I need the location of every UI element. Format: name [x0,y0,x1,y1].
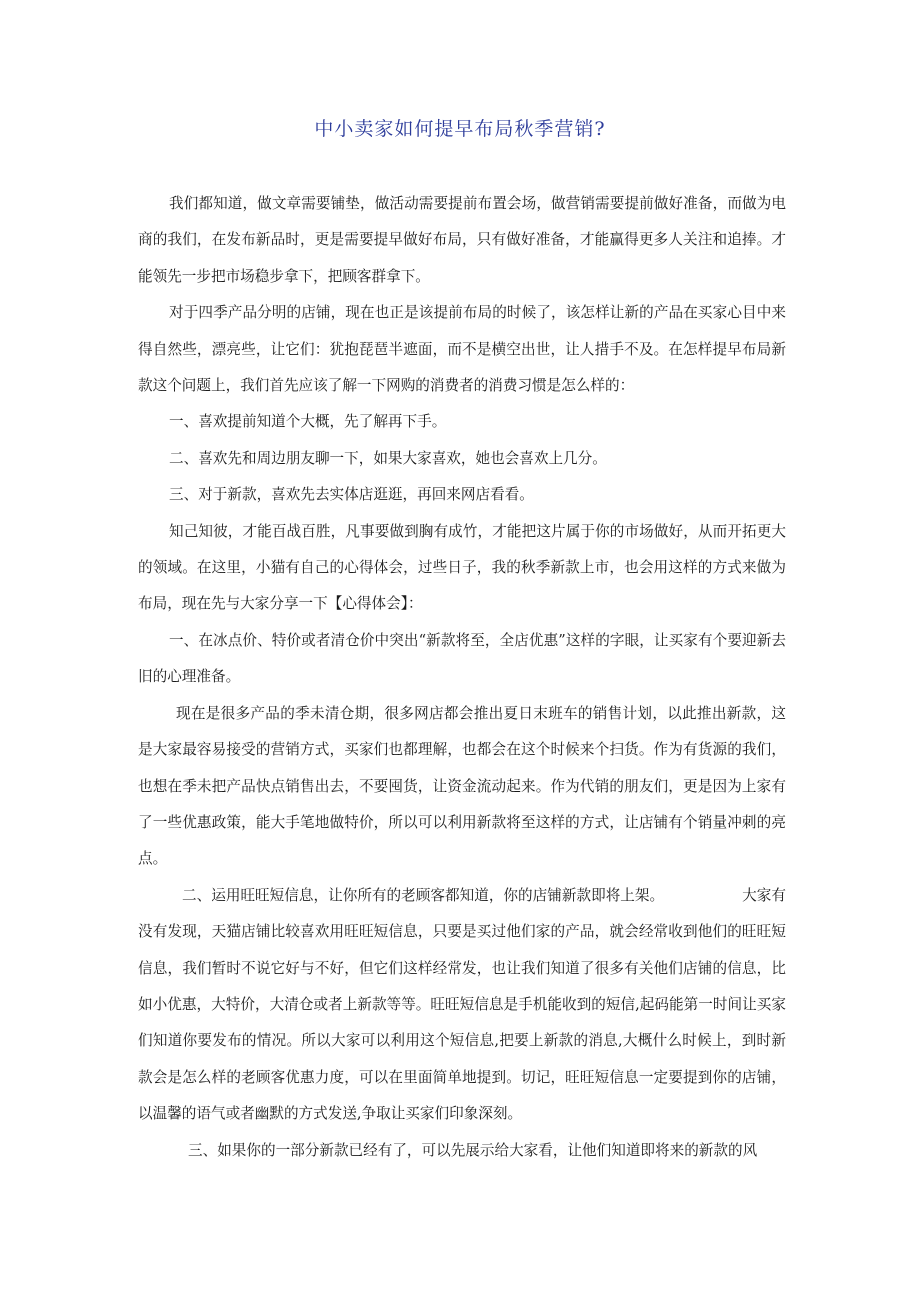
document-body [138,186,786,1169]
paragraph-seasonal-layout: 对于四季产品分明的店铺，现在也正是该提前布局的时候了，该怎样让新的产品在买家心目中来得自然些，漂亮些，让它们：犹抱琵琶半遮面，而不是横空出世，让人措手不及。在怎样提早布局新款这个问题上，我们首先应该了解一下网购的消费者的消费习惯是怎么样的： [138,304,786,395]
paragraph-tip-2 [138,878,786,1133]
paragraph-habit-1: 一、喜欢提前知道个大概，先了解再下手。 [169,413,447,431]
paragraph-tip-2-detail: 大家有没有发现，天猫店铺比较喜欢用旺旺短信息，只要是买过他们家的产品，就会经常收到他们的旺旺短信息，我们暂时不说它好与不好，但它们这样经常发，也让我们知道了很多有关他们店铺的信息，比如小优惠，大特价，大清仓或者上新款等等。旺旺短信息是手机能收到的短信,起码能第一时间让买家们知道你要发布的情况。所以大家可以利用这个短信息,把要上新款的消息,大概什么时候上，到时新款会是怎么样的老顾客优惠力度，可以在里面简单地提到。切记，旺旺短信息一定要提到你的店铺，以温馨的语气或者幽默的方式发送,争取让买家们印象深刻。 [138,886,786,1123]
paragraph-tip-2-heading: 二、运用旺旺短信息，让你所有的老顾客都知道，你的店铺新款即将上架。 [182,886,665,904]
paragraph-tip-1-detail: 现在是很多产品的季未清仓期，很多网店都会推出夏日末班车的销售计划，以此推出新款，这是大家最容易接受的营销方式，买家们也都理解，也都会在这个时候来个扫货。作为有货源的我们，也想在季未把产品快点销售出去，不要囤货，让资金流动起来。作为代销的朋友们，更是因为上家有了一些优惠政策，能大手笔地做特价，所以可以利用新款将至这样的方式，让店铺有个销量冲刺的亮点。 [138,704,786,868]
paragraph-habit-3: 三、对于新款，喜欢先去实体店逛逛，再回来网店看看。 [169,486,534,504]
paragraph-tip-1: 一、在冰点价、特价或者清仓价中突出“新款将至，全店优惠”这样的字眼，让买家有个要迎新去旧的心理准备。 [138,631,786,686]
document-title: 中小卖家如何提早布局秋季营销? [314,118,606,140]
paragraph-intro: 我们都知道，做文章需要铺垫，做活动需要提前布置会场，做营销需要提前做好准备，而做为电商的我们，在发布新品时，更是需要提早做好布局，只有做好准备，才能赢得更多人关注和追捧。才能领先一步把市场稳步拿下，把顾客群拿下。 [138,195,786,285]
paragraph-tip-3: 三、如果你的一部分新款已经有了，可以先展示给大家看，让他们知道即将来的新款的风 [188,1141,758,1159]
paragraph-habit-2: 二、喜欢先和周边朋友聊一下，如果大家喜欢，她也会喜欢上几分。 [169,449,607,467]
paragraph-experience-intro: 知己知彼，才能百战百胜，凡事要做到胸有成竹，才能把这片属于你的市场做好，从而开拓更大的领域。在这里，小猫有自己的心得体会，过些日子，我的秋季新款上市，也会用这样的方式来做为布局，现在先与大家分享一下【心得体会】： [138,522,786,613]
